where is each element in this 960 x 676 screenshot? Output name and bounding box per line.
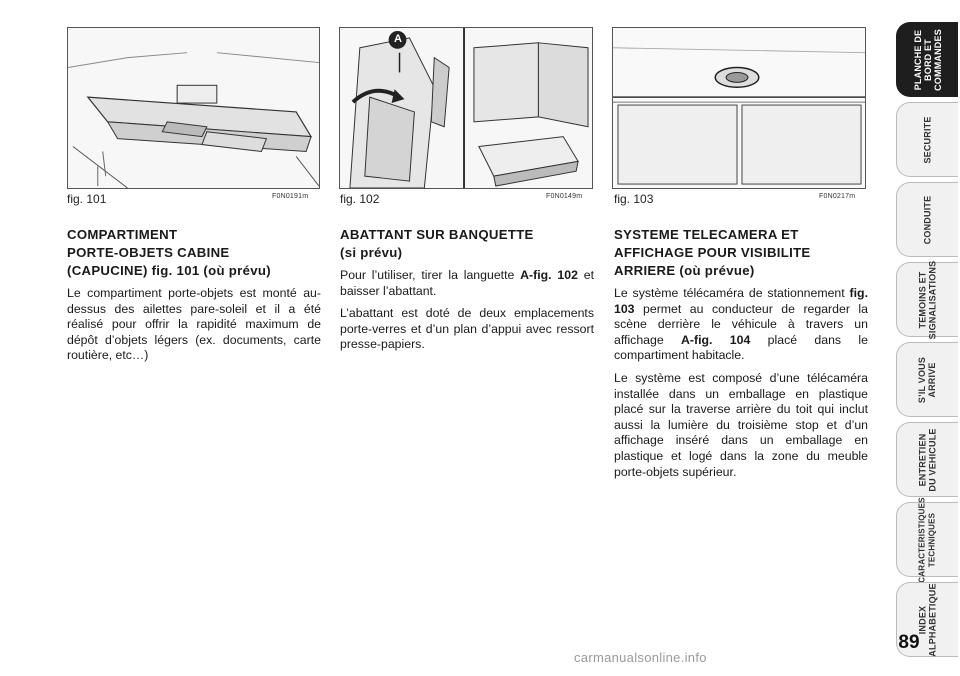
section-telecamera-paragraph-2: Le système est composé d’une télécaméra installée dans un emballage en plastique placé sur la traverse arrière du toit qui inclut aussi la lumière du troisième stop et d’un affichage inséré dans un emballage en plastique et logé dans la zone du meuble porte-objets supérieur. — [614, 370, 868, 479]
section-telecamera — [614, 226, 868, 487]
figure-103-image — [612, 27, 866, 189]
figure-103-caption: fig. 103 — [614, 192, 654, 206]
section-telecamera-title: SYSTEME TELECAMERA ET AFFICHAGE POUR VISIBILITE ARRIERE (où prévue) — [614, 227, 811, 278]
tab-planche-de-bord[interactable]: PLANCHE DE BORD ET COMMANDES — [896, 22, 958, 97]
tab-sil-vous-arrive[interactable]: S’IL VOUS ARRIVE — [896, 342, 958, 417]
tab-securite[interactable]: SECURITE — [896, 102, 958, 177]
section-compartiment-title: COMPARTIMENT PORTE-OBJETS CABINE (CAPUCINE) fig. 101 (où prévu) — [67, 227, 271, 278]
tab-temoins[interactable]: TEMOINS ET SIGNALISATIONS — [896, 262, 958, 337]
figure-102-marker: A — [394, 33, 402, 45]
page-number: 89 — [898, 632, 920, 653]
figure-102-code: F0N0149m — [546, 193, 583, 200]
tab-index[interactable]: INDEX ALPHABETIQUE — [896, 582, 958, 657]
section-abattant-paragraph-1: Pour l’utiliser, tirer la languette A-fig. 102 et baisser l’abattant. — [340, 268, 594, 298]
figure-103-code: F0N0217m — [819, 193, 856, 200]
tab-entretien[interactable]: ENTRETIEN DU VEHICULE — [896, 422, 958, 497]
figure-ref: A-fig. 104 — [681, 332, 751, 347]
section-compartiment-paragraph: Le compartiment porte-objets est monté au-dessus des ailettes pare-soleil et il a été réalisé pour offrir la rapidité maximum de dépôt d’objets légers (ex. documents, carte routière, etc…) — [67, 286, 321, 363]
figure-ref: A-fig. 102 — [520, 268, 578, 282]
section-compartiment — [67, 226, 321, 371]
section-abattant-paragraph-2: L’abattant est doté de deux emplacements porte-verres et d’un plan d’appui avec ressort presse-papiers. — [340, 306, 594, 352]
section-abattant-title: ABATTANT SUR BANQUETTE (si prévu) — [340, 227, 534, 260]
watermark: carmanualsonline.info — [574, 650, 707, 665]
section-abattant — [340, 226, 594, 360]
figure-102-image — [339, 27, 593, 189]
figure-102-caption: fig. 102 — [340, 192, 380, 206]
figure-ref: fig. 103 — [614, 286, 868, 316]
tab-conduite[interactable]: CONDUITE — [896, 182, 958, 257]
figure-101-caption: fig. 101 — [67, 192, 107, 206]
tab-caracteristiques[interactable]: CARACTERISTIQUES TECHNIQUES — [896, 502, 958, 577]
section-telecamera-paragraph-1: Le système télécaméra de stationnement fig. 103 permet au conducteur de regarder la scène derrière le véhicule à travers un affichage A-fig. 104 placé dans le compartiment habitacle. — [614, 286, 868, 363]
figure-101-code: F0N0191m — [272, 193, 309, 200]
figure-101-image — [67, 27, 320, 189]
